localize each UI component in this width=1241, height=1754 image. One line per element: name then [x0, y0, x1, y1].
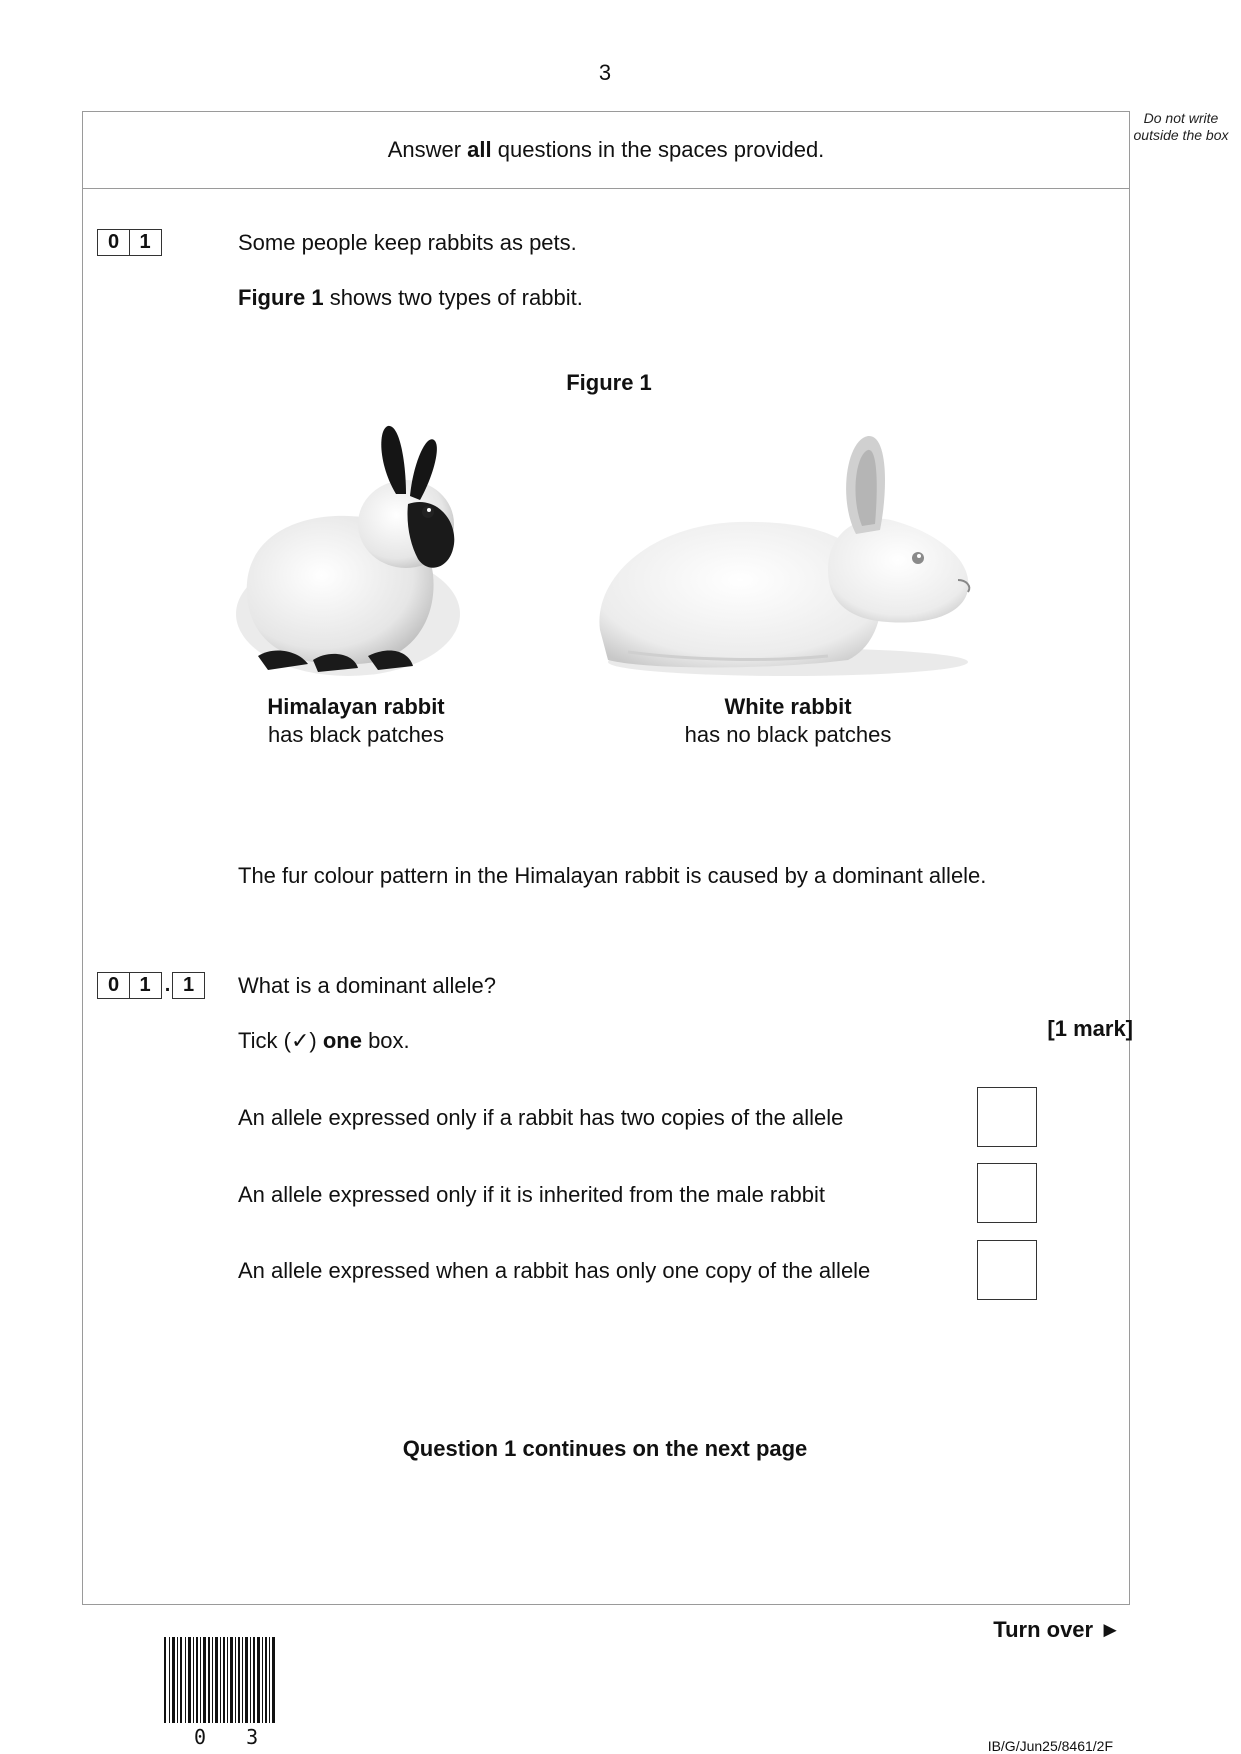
white-rabbit-name: White rabbit	[724, 694, 852, 719]
continues-note: Question 1 continues on the next page	[402, 1436, 808, 1461]
option-label: An allele expressed when a rabbit has only one copy of the allele	[238, 1258, 871, 1283]
margin-note: Do not write outside the box	[1133, 110, 1229, 143]
question-number-cell: 0	[97, 972, 130, 999]
mark-allocation: [1 mark]	[1047, 1016, 1133, 1041]
option-2-checkbox[interactable]	[977, 1163, 1037, 1223]
barcode	[164, 1637, 276, 1723]
tick-instruction-prefix: Tick (✓)	[238, 1028, 323, 1053]
option-1-checkbox[interactable]	[977, 1087, 1037, 1147]
barcode-digits: 0 3	[194, 1725, 273, 1749]
figure-title: Figure 1	[566, 370, 652, 395]
figure-reference	[238, 284, 583, 312]
question-intro: Some people keep rabbits as pets.	[238, 230, 577, 255]
page-number: 3	[598, 60, 612, 85]
option-label: An allele expressed only if a rabbit has two copies of the allele	[238, 1105, 844, 1130]
answer-frame	[82, 111, 1130, 1605]
himalayan-rabbit-photo	[228, 424, 490, 682]
instruction-suffix: questions in the spaces provided.	[491, 136, 825, 162]
question-number-cell: 0	[97, 229, 130, 256]
question-number-cell: 1	[172, 972, 205, 999]
tick-instruction	[238, 1027, 410, 1055]
allele-statement: The fur colour pattern in the Himalayan rabbit is caused by a dominant allele.	[238, 863, 987, 888]
himalayan-description: has black patches	[267, 722, 445, 747]
tick-instruction-bold: one	[322, 1028, 362, 1053]
figure-reference-bold: Figure 1	[238, 285, 324, 310]
question-number-cell: 1	[129, 229, 162, 256]
question-number-01	[97, 228, 162, 257]
question-number-dot: .	[164, 974, 171, 996]
instruction-prefix: Answer	[387, 136, 468, 162]
figure-reference-rest: shows two types of rabbit.	[323, 285, 583, 310]
white-rabbit-photo	[588, 430, 978, 682]
tick-instruction-suffix: box.	[361, 1028, 410, 1053]
white-rabbit-caption	[660, 693, 916, 749]
white-rabbit-description: has no black patches	[684, 722, 892, 747]
question-number-cell: 1	[129, 972, 162, 999]
paper-reference: IB/G/Jun25/8461/2F	[987, 1738, 1113, 1754]
instruction-bold: all	[467, 136, 492, 162]
instruction-header	[82, 111, 1130, 189]
question-number-01-1	[97, 971, 205, 1000]
himalayan-name: Himalayan rabbit	[267, 694, 445, 719]
himalayan-caption	[238, 693, 474, 749]
subquestion-prompt: What is a dominant allele?	[238, 973, 497, 998]
turn-over: Turn over ►	[993, 1617, 1121, 1642]
option-3-checkbox[interactable]	[977, 1240, 1037, 1300]
option-label: An allele expressed only if it is inherited from the male rabbit	[238, 1182, 825, 1207]
